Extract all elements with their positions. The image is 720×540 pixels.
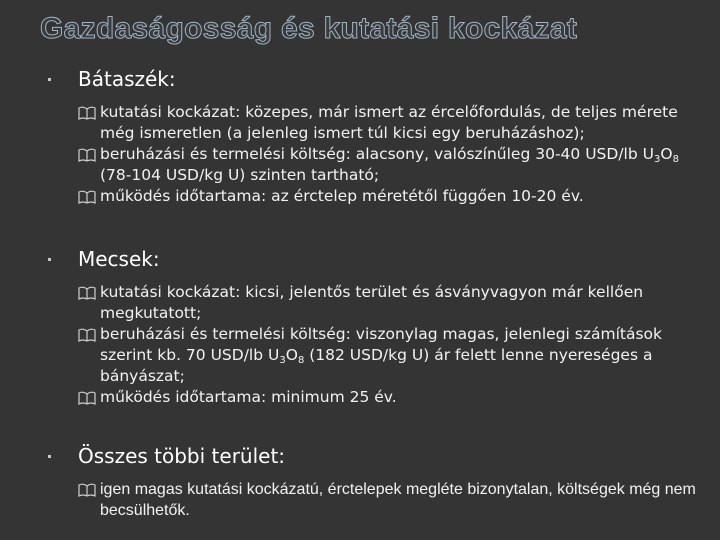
heading-text: Mecsek: bbox=[78, 247, 160, 271]
list-item bbox=[48, 387, 698, 408]
book-bullet-icon bbox=[78, 285, 96, 301]
item-text: működés időtartama: minimum 25 év. bbox=[100, 388, 397, 406]
book-bullet-icon bbox=[78, 147, 96, 163]
item-text: beruházási és termelési költség: alacsony, valószínűleg 30-40 USD/lb $U_3O_8$ (78-104 USD/kg U) szinten tartható; bbox=[100, 145, 679, 184]
slide-title: Gazdaságosság és kutatási kockázat bbox=[40, 12, 578, 45]
list-item bbox=[48, 102, 698, 144]
book-bullet-icon bbox=[78, 189, 96, 205]
book-bullet-icon bbox=[78, 390, 96, 406]
section-heading bbox=[48, 443, 698, 469]
section-mecsek bbox=[48, 246, 698, 408]
list-item bbox=[48, 479, 698, 521]
heading-text: Összes többi terület: bbox=[78, 444, 286, 468]
square-bullet-icon bbox=[48, 455, 51, 458]
section-heading bbox=[48, 246, 698, 272]
book-bullet-icon bbox=[78, 482, 96, 498]
list-item bbox=[48, 144, 698, 186]
item-text: működés időtartama: az érctelep méretétől függően 10-20 év. bbox=[100, 187, 584, 205]
list-item bbox=[48, 282, 698, 324]
heading-text: Bátaszék: bbox=[78, 67, 176, 91]
section-bataszek bbox=[48, 66, 698, 207]
list-item bbox=[48, 324, 698, 387]
list-item bbox=[48, 186, 698, 207]
item-text: beruházási és termelési költség: viszonylag magas, jelenlegi számítások szerint kb. 70 USD/lb $U_3O_8$ (182 USD/kg U) ár felett lenne nyereséges a bányászat; bbox=[100, 325, 663, 385]
section-heading bbox=[48, 66, 698, 92]
item-text: igen magas kutatási kockázatú, érctelepek megléte bizonytalan, költségek még nem becsülhetők. bbox=[100, 481, 696, 519]
book-bullet-icon bbox=[78, 327, 96, 343]
square-bullet-icon bbox=[48, 258, 51, 261]
item-text: kutatási kockázat: kicsi, jelentős terület és ásványvagyon már kellően megkutatott; bbox=[100, 283, 644, 322]
item-text: kutatási kockázat: közepes, már ismert az ércelőfordulás, de teljes mérete még ismeretlen (a jelenleg ismert túl kicsi egy beruházáshoz); bbox=[100, 103, 678, 142]
section-osszes-tobbi bbox=[48, 443, 698, 521]
square-bullet-icon bbox=[48, 78, 51, 81]
book-bullet-icon bbox=[78, 105, 96, 121]
